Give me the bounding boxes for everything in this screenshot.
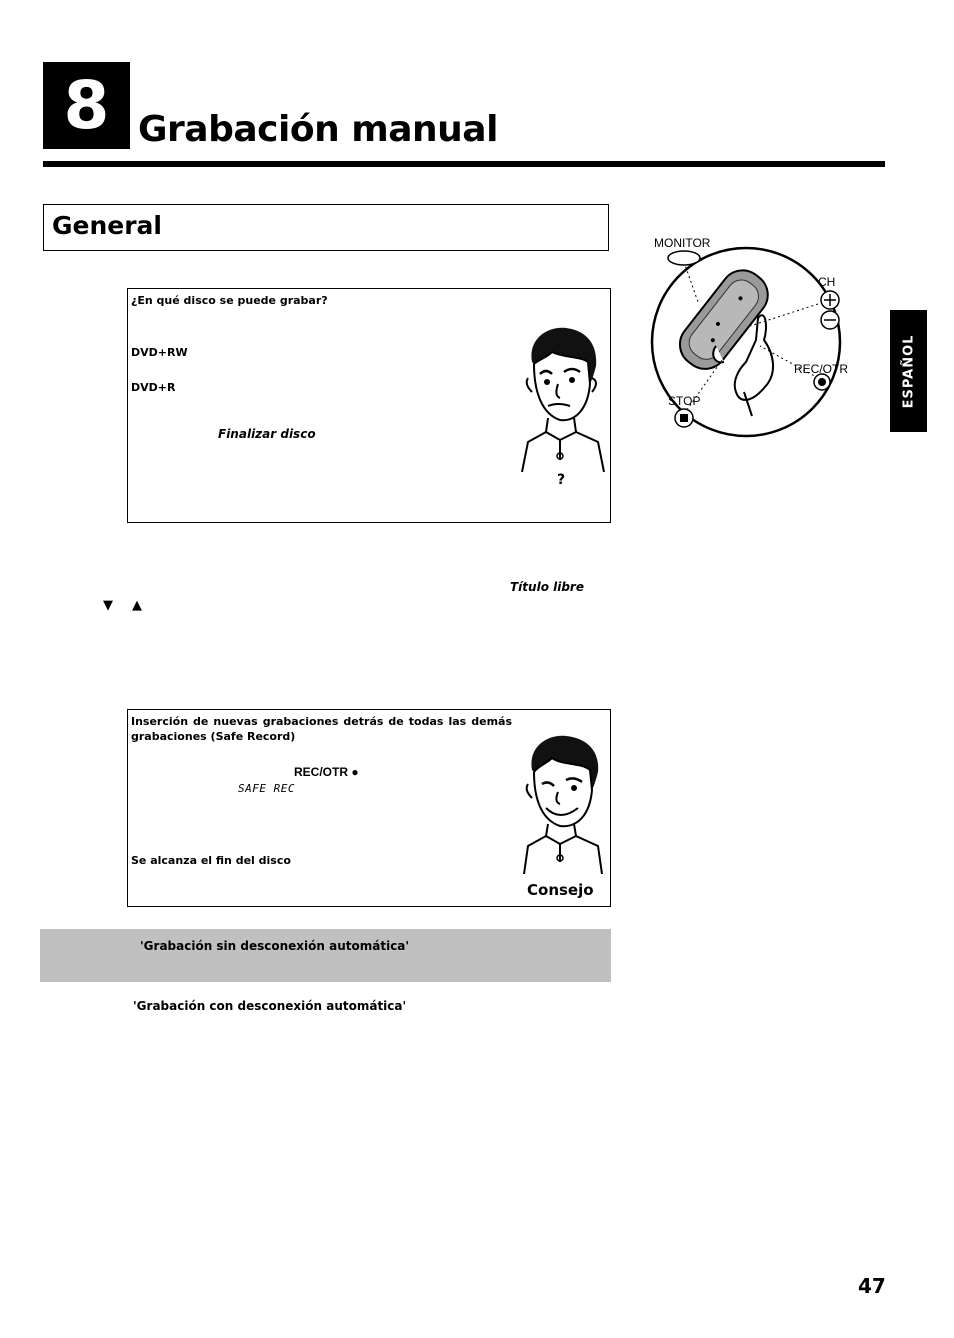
record-without-auto-off: 'Grabación sin desconexión automática' [140,939,410,953]
winking-man-illustration [520,732,606,874]
chapter-title: Grabación manual [138,109,498,150]
rec-otr-button-label: REC/OTR ● [294,765,359,779]
finalize-disc-label: Finalizar disco [218,427,316,441]
arrow-down-icon: ▼ [103,598,113,613]
language-tab-label: ESPAÑOL [901,334,917,408]
remote-rec-otr-label: REC/OTR [794,362,848,376]
note-band [40,929,611,982]
free-title-label: Título libre [510,580,584,594]
safe-record-heading: Inserción de nuevas grabaciones detrás de todas las demás grabaciones (Safe Record) [131,715,512,744]
remote-control-illustration [640,242,854,440]
remote-stop-label: STOP [668,394,701,408]
record-with-auto-off: 'Grabación con desconexión automática' [133,999,407,1013]
disc-type-dvdrw: DVD+RW [131,346,188,359]
question-mark: ? [557,472,566,488]
safe-rec-display: SAFE REC [238,782,295,795]
end-of-disc-heading: Se alcanza el fin del disco [131,854,291,867]
language-tab [890,310,927,432]
remote-monitor-label: MONITOR [654,236,711,250]
page-number: 47 [858,1274,886,1298]
tip-label: Consejo [527,881,594,899]
disc-info-heading: ¿En qué disco se puede grabar? [131,294,328,307]
remote-ch-label: CH [818,275,836,289]
chapter-divider [43,161,885,167]
arrow-up-icon: ▲ [132,598,142,613]
section-title: General [52,211,162,240]
disc-type-dvdr: DVD+R [131,381,176,394]
puzzled-man-illustration [518,322,606,472]
chapter-number-badge: 8 [43,62,130,149]
